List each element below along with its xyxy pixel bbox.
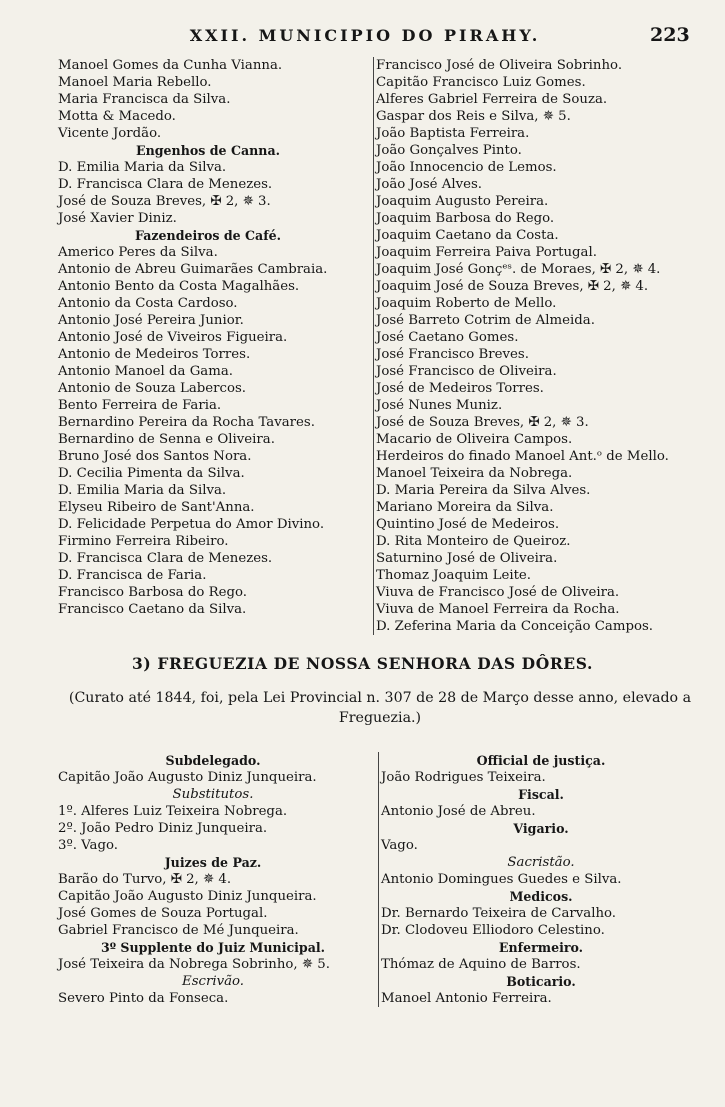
list-item: 3º. Vago.	[58, 838, 118, 853]
list-item: Joaquim José de Souza Breves, ✠ 2, ✵ 4.	[376, 279, 649, 294]
list-item: Thómaz de Aquino de Barros.	[381, 957, 581, 972]
list-item: Antonio de Medeiros Torres.	[58, 347, 251, 362]
list-item: Bruno José dos Santos Nora.	[58, 449, 252, 464]
list-item: Vago.	[381, 838, 418, 853]
list-item: Joaquim José Gonçᵉˢ. de Moraes, ✠ 2, ✵ 4.	[376, 262, 661, 277]
subsection-heading: Enfermeiro.	[498, 940, 584, 955]
list-item: Joaquim Augusto Pereira.	[376, 194, 549, 209]
list-item: José de Souza Breves, ✠ 2, ✵ 3.	[376, 415, 589, 430]
list-item: José Xavier Diniz.	[58, 211, 177, 226]
list-item: Capitão Francisco Luiz Gomes.	[376, 75, 586, 90]
list-item: Capitão João Augusto Diniz Junqueira.	[58, 770, 317, 785]
page-title: XXII. MUNICIPIO DO PIRAHY.	[189, 26, 541, 45]
list-item: José de Souza Breves, ✠ 2, ✵ 3.	[58, 194, 271, 209]
list-item: Joaquim Roberto de Mello.	[376, 296, 557, 311]
list-item: Antonio José Pereira Junior.	[58, 313, 244, 328]
list-item: Dr. Bernardo Teixeira de Carvalho.	[381, 906, 617, 921]
list-item: Manoel Maria Rebello.	[58, 75, 212, 90]
list-item: Joaquim Caetano da Costa.	[376, 228, 559, 243]
list-item: Herdeiros do finado Manoel Ant.ᵒ de Mello.	[376, 449, 669, 464]
list-item: Quintino José de Medeiros.	[376, 517, 560, 532]
list-item: José de Medeiros Torres.	[376, 381, 544, 396]
list-item: José Teixeira da Nobrega Sobrinho, ✵ 5.	[58, 957, 330, 972]
list-item: Bernardino Pereira da Rocha Tavares.	[58, 415, 315, 430]
list-item: Francisco Barbosa do Rego.	[58, 585, 247, 600]
subsection-heading: Engenhos de Canna.	[135, 143, 280, 158]
section-note: (Curato até 1844, foi, pela Lei Provincial n. 307 de 28 de Março desse anno, elevado a Freguezia.)	[68, 690, 692, 726]
list-item: D. Emilia Maria da Silva.	[58, 160, 227, 175]
subsection-heading: Official de justiça.	[476, 753, 606, 768]
subsection-heading: Juizes de Paz.	[164, 855, 262, 870]
subsection-heading: Fiscal.	[518, 787, 564, 802]
list-item: Maria Francisca da Silva.	[58, 92, 231, 107]
list-item: Manoel Antonio Ferreira.	[381, 991, 552, 1006]
list-item: José Barreto Cotrim de Almeida.	[376, 313, 595, 328]
list-item: Antonio Manoel da Gama.	[58, 364, 234, 379]
list-item: 1º. Alferes Luiz Teixeira Nobrega.	[58, 804, 288, 819]
list-item: Barão do Turvo, ✠ 2, ✵ 4.	[58, 872, 232, 887]
list-item: José Francisco Breves.	[376, 347, 529, 362]
list-item: Bento Ferreira de Faria.	[58, 398, 222, 413]
list-item: Joaquim Barbosa do Rego.	[376, 211, 555, 226]
list-item: Mariano Moreira da Silva.	[376, 500, 554, 515]
list-item: José Caetano Gomes.	[376, 330, 519, 345]
list-item: José Nunes Muniz.	[376, 398, 503, 413]
list-item: D. Cecilia Pimenta da Silva.	[58, 466, 245, 481]
page-number: 223	[650, 24, 690, 46]
list-item: D. Zeferina Maria da Conceição Campos.	[376, 619, 654, 634]
subsection-heading: Escrivão.	[181, 974, 245, 989]
list-item: Antonio da Costa Cardoso.	[58, 296, 238, 311]
list-item: Thomaz Joaquim Leite.	[376, 568, 532, 583]
list-item: Antonio de Abreu Guimarães Cambraia.	[58, 262, 328, 277]
list-item: Viuva de Manoel Ferreira da Rocha.	[376, 602, 620, 617]
list-item: João Gonçalves Pinto.	[376, 143, 522, 158]
list-item: Vicente Jordão.	[58, 126, 162, 141]
list-item: Firmino Ferreira Ribeiro.	[58, 534, 229, 549]
list-item: Joaquim Ferreira Paiva Portugal.	[376, 245, 597, 260]
list-item: 2º. João Pedro Diniz Junqueira.	[58, 821, 268, 836]
list-item: João Rodrigues Teixeira.	[381, 770, 546, 785]
list-item: José Gomes de Souza Portugal.	[58, 906, 268, 921]
list-item: Antonio de Souza Labercos.	[58, 381, 247, 396]
list-item: Americo Peres da Silva.	[58, 245, 218, 260]
list-item: D. Emilia Maria da Silva.	[58, 483, 227, 498]
list-item: João Baptista Ferreira.	[376, 126, 530, 141]
list-item: Saturnino José de Oliveira.	[376, 551, 558, 566]
list-item: Dr. Clodoveu Elliodoro Celestino.	[381, 923, 605, 938]
right-column-bottom	[378, 752, 701, 1007]
list-item: João José Alves.	[376, 177, 483, 192]
list-item: Antonio José de Abreu.	[381, 804, 536, 819]
list-item: Antonio Domingues Guedes e Silva.	[381, 872, 622, 887]
subsection-heading: 3º Supplente do Juiz Municipal.	[100, 940, 326, 955]
list-item: D. Maria Pereira da Silva Alves.	[376, 483, 591, 498]
left-column-bottom	[58, 752, 368, 1007]
section-title: 3) FREGUEZIA DE NOSSA SENHORA DAS DÔRES.	[132, 654, 593, 673]
list-item: D. Rita Monteiro de Queiroz.	[376, 534, 571, 549]
subsection-heading: Medicos.	[509, 889, 573, 904]
list-item: Capitão João Augusto Diniz Junqueira.	[58, 889, 317, 904]
subsection-heading: Vigario.	[513, 821, 569, 836]
list-item: Bernardino de Senna e Oliveira.	[58, 432, 275, 447]
list-item: Macario de Oliveira Campos.	[376, 432, 573, 447]
list-item: D. Francisca de Faria.	[58, 568, 207, 583]
subsection-heading: Sacristão.	[507, 855, 575, 870]
list-item: D. Francisca Clara de Menezes.	[58, 551, 273, 566]
list-item: Alferes Gabriel Ferreira de Souza.	[376, 92, 608, 107]
list-item: Viuva de Francisco José de Oliveira.	[376, 585, 620, 600]
list-item: Motta & Macedo.	[58, 109, 176, 124]
list-item: Gabriel Francisco de Mé Junqueira.	[58, 923, 299, 938]
list-item: D. Felicidade Perpetua do Amor Divino.	[58, 517, 325, 532]
list-item: D. Francisca Clara de Menezes.	[58, 177, 273, 192]
list-item: Manoel Gomes da Cunha Vianna.	[58, 58, 283, 73]
list-item: José Francisco de Oliveira.	[376, 364, 557, 379]
list-item: João Innocencio de Lemos.	[376, 160, 557, 175]
subsection-heading: Boticario.	[506, 974, 576, 989]
list-item: Manoel Teixeira da Nobrega.	[376, 466, 573, 481]
list-item: Elyseu Ribeiro de Sant'Anna.	[58, 500, 255, 515]
list-item: Francisco José de Oliveira Sobrinho.	[376, 58, 623, 73]
list-item: Antonio José de Viveiros Figueira.	[58, 330, 288, 345]
list-item: Antonio Bento da Costa Magalhães.	[58, 279, 300, 294]
subsection-heading: Fazendeiros de Café.	[134, 228, 282, 243]
list-item: Francisco Caetano da Silva.	[58, 602, 247, 617]
page-header	[0, 26, 725, 52]
left-column-top	[58, 57, 358, 618]
subsection-heading: Substitutos.	[172, 787, 254, 802]
list-item: Severo Pinto da Fonseca.	[58, 991, 229, 1006]
right-column-top	[373, 57, 696, 635]
subsection-heading: Subdelegado.	[165, 753, 261, 768]
list-item: Gaspar dos Reis e Silva, ✵ 5.	[376, 109, 571, 124]
